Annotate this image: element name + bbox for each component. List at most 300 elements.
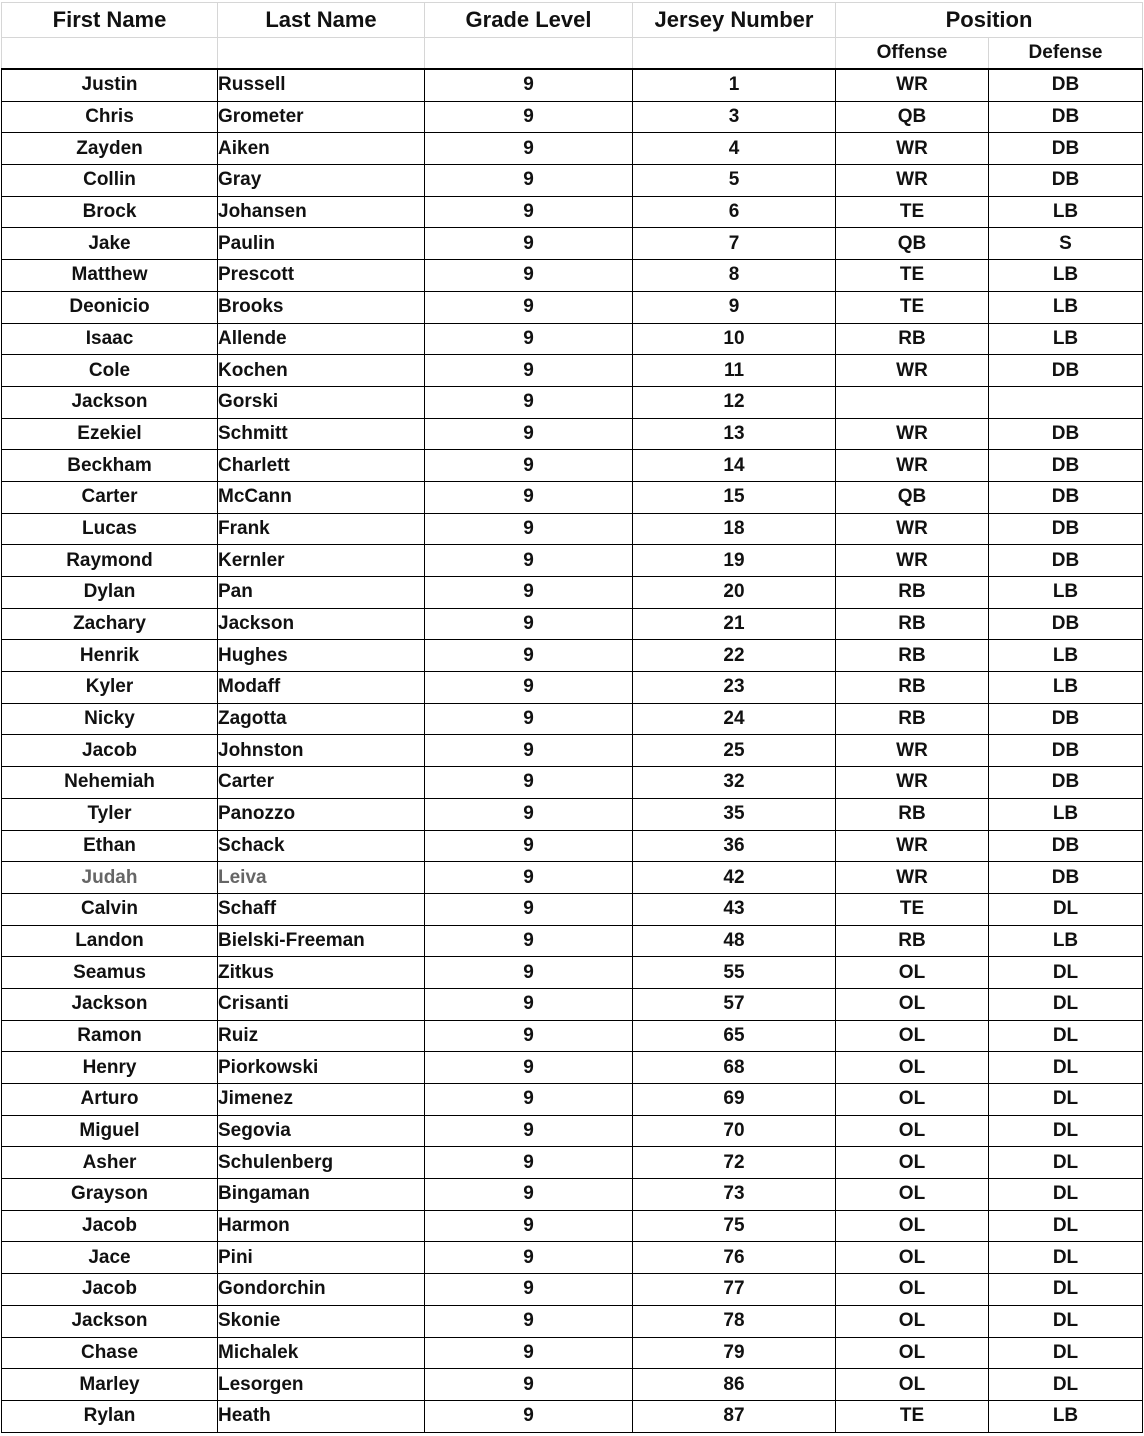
table-row [2,513,1143,545]
last-name-cell: Gorski [218,386,425,418]
table-row [2,735,1143,767]
subheader-blank-cell [633,38,836,70]
jersey-number-cell: 21 [633,608,836,640]
grade-level-cell: 9 [425,1179,633,1211]
defense-position-cell: DL [989,1179,1143,1211]
last-name-cell: Leiva [218,862,425,894]
grade-level-cell: 9 [425,798,633,830]
jersey-number-cell: 75 [633,1210,836,1242]
first-name-cell: Collin [2,165,218,197]
last-name-cell: Schmitt [218,418,425,450]
table-row [2,767,1143,799]
grade-level-cell: 9 [425,260,633,292]
last-name-cell: Frank [218,513,425,545]
defense-position-cell: DB [989,545,1143,577]
jersey-number-cell: 43 [633,893,836,925]
last-name-cell: Johnston [218,735,425,767]
jersey-number-cell: 24 [633,703,836,735]
defense-position-cell: LB [989,260,1143,292]
last-name-cell: Carter [218,767,425,799]
table-row [2,1147,1143,1179]
defense-position-cell: LB [989,323,1143,355]
grade-level-cell: 9 [425,545,633,577]
grade-level-cell: 9 [425,133,633,165]
table-row [2,418,1143,450]
table-row [2,1400,1143,1432]
grade-level-cell: 9 [425,957,633,989]
grade-level-cell: 9 [425,577,633,609]
table-row [2,1052,1143,1084]
offense-position-cell: OL [836,1020,989,1052]
offense-position-cell: OL [836,1179,989,1211]
header-last-name: Last Name [218,3,425,38]
jersey-number-cell: 20 [633,577,836,609]
offense-position-cell: RB [836,577,989,609]
last-name-cell: Paulin [218,228,425,260]
header-first-name: First Name [2,3,218,38]
jersey-number-cell: 5 [633,165,836,197]
defense-position-cell: LB [989,640,1143,672]
defense-position-cell: DB [989,830,1143,862]
jersey-number-cell: 10 [633,323,836,355]
jersey-number-cell: 42 [633,862,836,894]
defense-position-cell: DL [989,1020,1143,1052]
last-name-cell: McCann [218,481,425,513]
first-name-cell: Kyler [2,672,218,704]
grade-level-cell: 9 [425,418,633,450]
defense-position-cell: LB [989,577,1143,609]
first-name-cell: Cole [2,355,218,387]
last-name-cell: Skonie [218,1305,425,1337]
grade-level-cell: 9 [425,1052,633,1084]
grade-level-cell: 9 [425,1337,633,1369]
defense-position-cell: DB [989,101,1143,133]
table-row [2,323,1143,355]
offense-position-cell: WR [836,450,989,482]
offense-position-cell: RB [836,608,989,640]
defense-position-cell: DL [989,1084,1143,1116]
jersey-number-cell: 18 [633,513,836,545]
offense-position-cell: OL [836,1084,989,1116]
last-name-cell: Kernler [218,545,425,577]
offense-position-cell: QB [836,101,989,133]
offense-position-cell: WR [836,418,989,450]
grade-level-cell: 9 [425,481,633,513]
jersey-number-cell: 3 [633,101,836,133]
last-name-cell: Prescott [218,260,425,292]
table-row [2,893,1143,925]
first-name-cell: Ramon [2,1020,218,1052]
grade-level-cell: 9 [425,196,633,228]
offense-position-cell: WR [836,513,989,545]
defense-position-cell: DB [989,481,1143,513]
offense-position-cell: TE [836,1400,989,1432]
jersey-number-cell: 70 [633,1115,836,1147]
first-name-cell: Henrik [2,640,218,672]
subheader-defense: Defense [989,38,1143,70]
jersey-number-cell: 32 [633,767,836,799]
first-name-cell: Landon [2,925,218,957]
first-name-cell: Jackson [2,386,218,418]
table-row [2,925,1143,957]
offense-position-cell: WR [836,830,989,862]
grade-level-cell: 9 [425,1210,633,1242]
grade-level-cell: 9 [425,608,633,640]
grade-level-cell: 9 [425,672,633,704]
grade-level-cell: 9 [425,893,633,925]
table-row [2,1305,1143,1337]
last-name-cell: Crisanti [218,988,425,1020]
table-row [2,640,1143,672]
first-name-cell: Zachary [2,608,218,640]
first-name-cell: Ethan [2,830,218,862]
first-name-cell: Ezekiel [2,418,218,450]
first-name-cell: Brock [2,196,218,228]
last-name-cell: Bingaman [218,1179,425,1211]
offense-position-cell: TE [836,291,989,323]
defense-position-cell: DB [989,418,1143,450]
last-name-cell: Panozzo [218,798,425,830]
jersey-number-cell: 13 [633,418,836,450]
grade-level-cell: 9 [425,1369,633,1401]
first-name-cell: Nehemiah [2,767,218,799]
offense-position-cell: WR [836,355,989,387]
table-row [2,1242,1143,1274]
last-name-cell: Jimenez [218,1084,425,1116]
roster-table [1,2,1143,1433]
offense-position-cell: OL [836,1242,989,1274]
last-name-cell: Piorkowski [218,1052,425,1084]
offense-position-cell: OL [836,988,989,1020]
jersey-number-cell: 14 [633,450,836,482]
jersey-number-cell: 68 [633,1052,836,1084]
jersey-number-cell: 76 [633,1242,836,1274]
defense-position-cell: DB [989,133,1143,165]
table-row [2,1274,1143,1306]
jersey-number-cell: 78 [633,1305,836,1337]
table-row [2,481,1143,513]
defense-position-cell: DL [989,1369,1143,1401]
jersey-number-cell: 65 [633,1020,836,1052]
defense-position-cell: DL [989,1242,1143,1274]
first-name-cell: Deonicio [2,291,218,323]
jersey-number-cell: 36 [633,830,836,862]
offense-position-cell: OL [836,1274,989,1306]
defense-position-cell: LB [989,672,1143,704]
grade-level-cell: 9 [425,925,633,957]
grade-level-cell: 9 [425,355,633,387]
offense-position-cell: WR [836,767,989,799]
last-name-cell: Pan [218,577,425,609]
grade-level-cell: 9 [425,101,633,133]
jersey-number-cell: 22 [633,640,836,672]
grade-level-cell: 9 [425,640,633,672]
defense-position-cell: S [989,228,1143,260]
offense-position-cell: RB [836,703,989,735]
offense-position-cell: QB [836,481,989,513]
first-name-cell: Beckham [2,450,218,482]
offense-position-cell: WR [836,165,989,197]
grade-level-cell: 9 [425,513,633,545]
defense-position-cell: LB [989,291,1143,323]
table-row [2,830,1143,862]
table-row [2,703,1143,735]
offense-position-cell: OL [836,1369,989,1401]
grade-level-cell: 9 [425,1274,633,1306]
grade-level-cell: 9 [425,450,633,482]
offense-position-cell: TE [836,196,989,228]
defense-position-cell: LB [989,925,1143,957]
table-row [2,608,1143,640]
table-row [2,228,1143,260]
offense-position-cell: TE [836,260,989,292]
table-row [2,957,1143,989]
last-name-cell: Allende [218,323,425,355]
last-name-cell: Bielski-Freeman [218,925,425,957]
first-name-cell: Justin [2,69,218,101]
offense-position-cell: OL [836,957,989,989]
first-name-cell: Jacob [2,735,218,767]
grade-level-cell: 9 [425,767,633,799]
jersey-number-cell: 6 [633,196,836,228]
grade-level-cell: 9 [425,1084,633,1116]
first-name-cell: Rylan [2,1400,218,1432]
jersey-number-cell: 8 [633,260,836,292]
subheader-blank-cell [2,38,218,70]
offense-position-cell: TE [836,893,989,925]
first-name-cell: Marley [2,1369,218,1401]
offense-position-cell: WR [836,545,989,577]
table-row [2,196,1143,228]
offense-position-cell: QB [836,228,989,260]
jersey-number-cell: 86 [633,1369,836,1401]
offense-position-cell: WR [836,69,989,101]
last-name-cell: Ruiz [218,1020,425,1052]
first-name-cell: Grayson [2,1179,218,1211]
last-name-cell: Kochen [218,355,425,387]
table-row [2,1210,1143,1242]
defense-position-cell: DB [989,69,1143,101]
first-name-cell: Jackson [2,988,218,1020]
jersey-number-cell: 87 [633,1400,836,1432]
defense-position-cell: DB [989,450,1143,482]
offense-position-cell: RB [836,640,989,672]
roster-body [2,69,1143,1432]
last-name-cell: Schulenberg [218,1147,425,1179]
defense-position-cell: DB [989,767,1143,799]
defense-position-cell: DB [989,608,1143,640]
offense-position-cell: RB [836,798,989,830]
last-name-cell: Johansen [218,196,425,228]
grade-level-cell: 9 [425,735,633,767]
last-name-cell: Zitkus [218,957,425,989]
grade-level-cell: 9 [425,386,633,418]
first-name-cell: Matthew [2,260,218,292]
grade-level-cell: 9 [425,862,633,894]
defense-position-cell: DB [989,703,1143,735]
first-name-cell: Zayden [2,133,218,165]
grade-level-cell: 9 [425,323,633,355]
first-name-cell: Judah [2,862,218,894]
defense-position-cell: DL [989,1337,1143,1369]
first-name-cell: Asher [2,1147,218,1179]
first-name-cell: Jake [2,228,218,260]
header-row [2,3,1143,38]
offense-position-cell: OL [836,1210,989,1242]
jersey-number-cell: 19 [633,545,836,577]
defense-position-cell: DB [989,355,1143,387]
offense-position-cell: RB [836,925,989,957]
last-name-cell: Lesorgen [218,1369,425,1401]
defense-position-cell: LB [989,196,1143,228]
last-name-cell: Zagotta [218,703,425,735]
table-row [2,1084,1143,1116]
table-row [2,798,1143,830]
subheader-blank-cell [218,38,425,70]
first-name-cell: Tyler [2,798,218,830]
first-name-cell: Arturo [2,1084,218,1116]
grade-level-cell: 9 [425,1400,633,1432]
subheader-blank-cell [425,38,633,70]
first-name-cell: Dylan [2,577,218,609]
defense-position-cell: DB [989,513,1143,545]
defense-position-cell: DL [989,893,1143,925]
last-name-cell: Charlett [218,450,425,482]
defense-position-cell: LB [989,798,1143,830]
jersey-number-cell: 11 [633,355,836,387]
table-row [2,1020,1143,1052]
last-name-cell: Heath [218,1400,425,1432]
subheader-row [2,38,1143,70]
first-name-cell: Jace [2,1242,218,1274]
jersey-number-cell: 77 [633,1274,836,1306]
last-name-cell: Jackson [218,608,425,640]
jersey-number-cell: 55 [633,957,836,989]
table-row [2,291,1143,323]
grade-level-cell: 9 [425,69,633,101]
first-name-cell: Lucas [2,513,218,545]
first-name-cell: Nicky [2,703,218,735]
defense-position-cell: DL [989,1115,1143,1147]
table-row [2,386,1143,418]
offense-position-cell: RB [836,323,989,355]
last-name-cell: Segovia [218,1115,425,1147]
first-name-cell: Calvin [2,893,218,925]
table-row [2,988,1143,1020]
last-name-cell: Gondorchin [218,1274,425,1306]
jersey-number-cell: 9 [633,291,836,323]
table-row [2,672,1143,704]
offense-position-cell: RB [836,672,989,704]
last-name-cell: Brooks [218,291,425,323]
first-name-cell: Jackson [2,1305,218,1337]
jersey-number-cell: 15 [633,481,836,513]
jersey-number-cell: 57 [633,988,836,1020]
grade-level-cell: 9 [425,228,633,260]
table-row [2,355,1143,387]
first-name-cell: Miguel [2,1115,218,1147]
grade-level-cell: 9 [425,988,633,1020]
table-row [2,69,1143,101]
grade-level-cell: 9 [425,1305,633,1337]
grade-level-cell: 9 [425,1115,633,1147]
table-row [2,1115,1143,1147]
header-grade-level: Grade Level [425,3,633,38]
table-row [2,165,1143,197]
defense-position-cell: DL [989,988,1143,1020]
header-jersey-number: Jersey Number [633,3,836,38]
offense-position-cell: WR [836,133,989,165]
defense-position-cell: DB [989,862,1143,894]
offense-position-cell: WR [836,862,989,894]
header-position: Position [836,3,1143,38]
grade-level-cell: 9 [425,830,633,862]
jersey-number-cell: 79 [633,1337,836,1369]
last-name-cell: Modaff [218,672,425,704]
jersey-number-cell: 25 [633,735,836,767]
grade-level-cell: 9 [425,291,633,323]
first-name-cell: Isaac [2,323,218,355]
table-row [2,101,1143,133]
jersey-number-cell: 1 [633,69,836,101]
first-name-cell: Chase [2,1337,218,1369]
last-name-cell: Aiken [218,133,425,165]
first-name-cell: Chris [2,101,218,133]
defense-position-cell: DB [989,165,1143,197]
table-row [2,133,1143,165]
first-name-cell: Seamus [2,957,218,989]
first-name-cell: Raymond [2,545,218,577]
table-row [2,545,1143,577]
last-name-cell: Harmon [218,1210,425,1242]
jersey-number-cell: 72 [633,1147,836,1179]
offense-position-cell: WR [836,735,989,767]
offense-position-cell: OL [836,1052,989,1084]
defense-position-cell: DL [989,1147,1143,1179]
offense-position-cell [836,386,989,418]
grade-level-cell: 9 [425,1242,633,1274]
last-name-cell: Grometer [218,101,425,133]
first-name-cell: Henry [2,1052,218,1084]
defense-position-cell: LB [989,1400,1143,1432]
first-name-cell: Jacob [2,1210,218,1242]
defense-position-cell: DL [989,957,1143,989]
jersey-number-cell: 35 [633,798,836,830]
jersey-number-cell: 69 [633,1084,836,1116]
jersey-number-cell: 4 [633,133,836,165]
last-name-cell: Russell [218,69,425,101]
jersey-number-cell: 73 [633,1179,836,1211]
table-row [2,450,1143,482]
jersey-number-cell: 23 [633,672,836,704]
subheader-offense: Offense [836,38,989,70]
defense-position-cell: DB [989,735,1143,767]
defense-position-cell: DL [989,1274,1143,1306]
table-row [2,1337,1143,1369]
jersey-number-cell: 7 [633,228,836,260]
defense-position-cell: DL [989,1305,1143,1337]
table-row [2,260,1143,292]
last-name-cell: Gray [218,165,425,197]
table-row [2,1369,1143,1401]
grade-level-cell: 9 [425,1020,633,1052]
offense-position-cell: OL [836,1337,989,1369]
last-name-cell: Michalek [218,1337,425,1369]
offense-position-cell: OL [836,1305,989,1337]
jersey-number-cell: 48 [633,925,836,957]
table-row [2,862,1143,894]
defense-position-cell: DL [989,1210,1143,1242]
